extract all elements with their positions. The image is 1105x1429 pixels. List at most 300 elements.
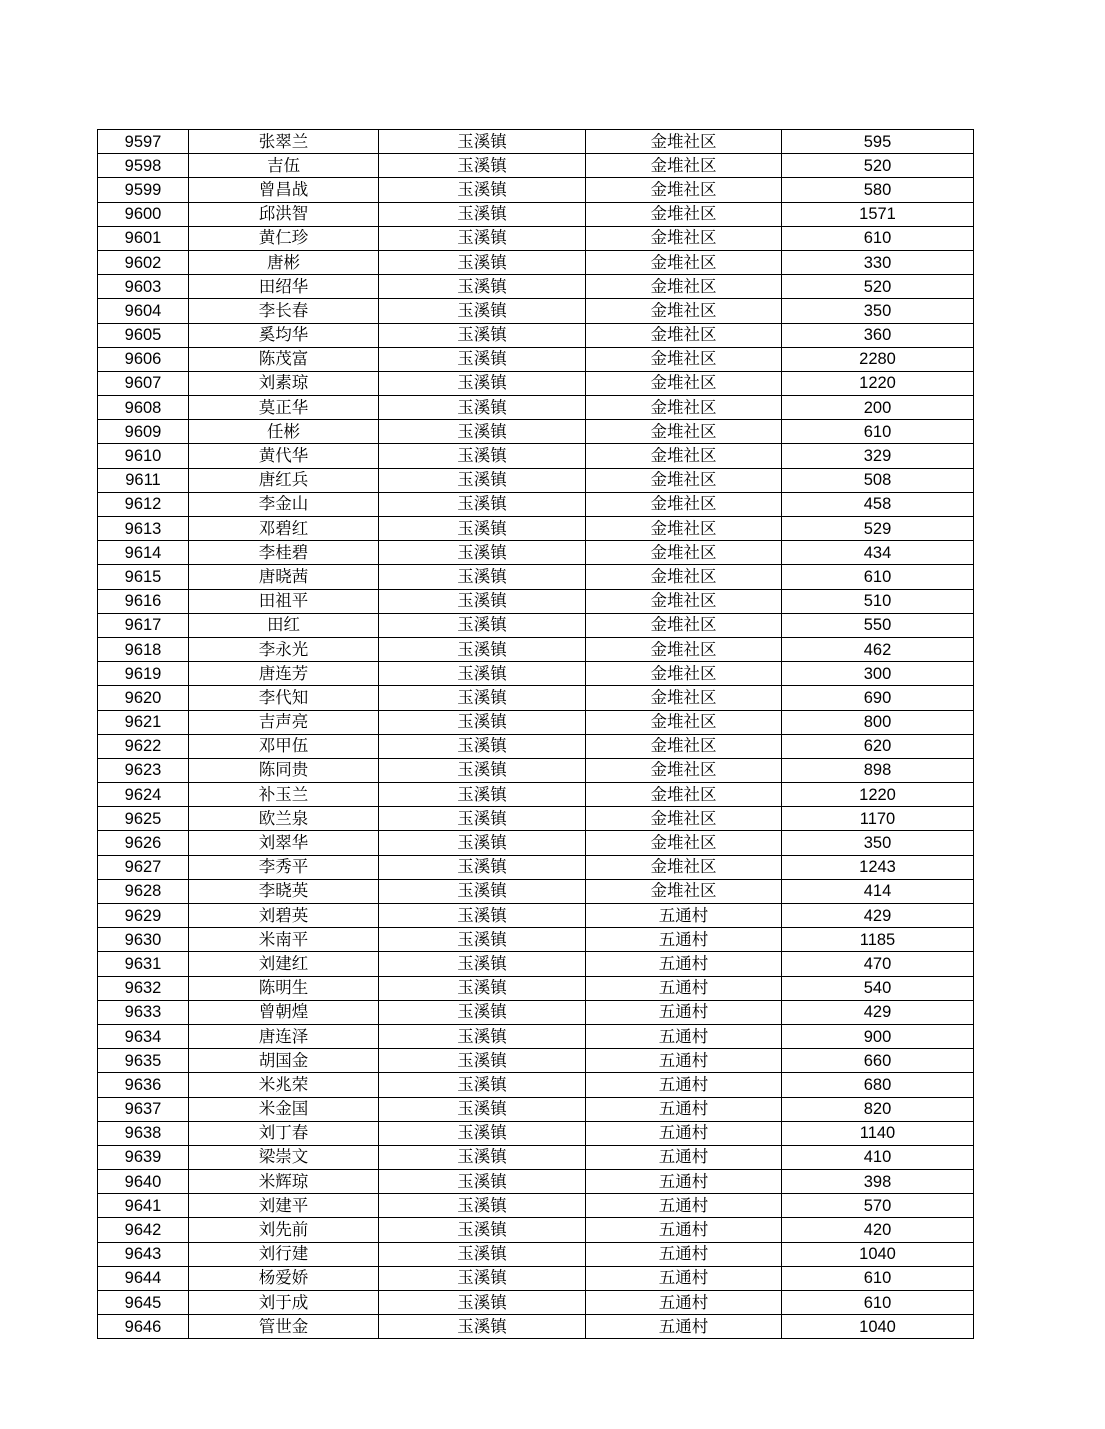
amount-cell: 350 — [782, 299, 974, 323]
town-cell: 玉溪镇 — [379, 928, 586, 952]
amount-cell: 529 — [782, 517, 974, 541]
town-cell: 玉溪镇 — [379, 734, 586, 758]
amount-cell: 660 — [782, 1049, 974, 1073]
table-row — [98, 1242, 974, 1266]
amount-cell: 595 — [782, 130, 974, 154]
row-number-cell: 9604 — [98, 299, 189, 323]
row-number-cell: 9645 — [98, 1291, 189, 1315]
village-cell: 五通村 — [586, 1097, 782, 1121]
name-cell: 梁崇文 — [189, 1145, 379, 1169]
row-number-cell: 9634 — [98, 1024, 189, 1048]
town-cell: 玉溪镇 — [379, 565, 586, 589]
town-cell: 玉溪镇 — [379, 275, 586, 299]
row-number-cell: 9626 — [98, 831, 189, 855]
village-cell: 金堆社区 — [586, 130, 782, 154]
name-cell: 胡国金 — [189, 1049, 379, 1073]
town-cell: 玉溪镇 — [379, 807, 586, 831]
village-cell: 五通村 — [586, 1266, 782, 1290]
amount-cell: 820 — [782, 1097, 974, 1121]
name-cell: 唐彬 — [189, 250, 379, 274]
row-number-cell: 9609 — [98, 420, 189, 444]
table-row — [98, 1194, 974, 1218]
amount-cell: 1040 — [782, 1315, 974, 1339]
town-cell: 玉溪镇 — [379, 1024, 586, 1048]
table-row — [98, 347, 974, 371]
amount-cell: 520 — [782, 275, 974, 299]
name-cell: 刘丁春 — [189, 1121, 379, 1145]
name-cell: 黄仁珍 — [189, 226, 379, 250]
row-number-cell: 9611 — [98, 468, 189, 492]
village-cell: 五通村 — [586, 1291, 782, 1315]
amount-cell: 550 — [782, 613, 974, 637]
village-cell: 五通村 — [586, 976, 782, 1000]
table-row — [98, 589, 974, 613]
village-cell: 五通村 — [586, 952, 782, 976]
row-number-cell: 9630 — [98, 928, 189, 952]
town-cell: 玉溪镇 — [379, 178, 586, 202]
town-cell: 玉溪镇 — [379, 952, 586, 976]
town-cell: 玉溪镇 — [379, 371, 586, 395]
village-cell: 金堆社区 — [586, 250, 782, 274]
village-cell: 五通村 — [586, 1218, 782, 1242]
name-cell: 莫正华 — [189, 396, 379, 420]
name-cell: 曾朝煌 — [189, 1000, 379, 1024]
row-number-cell: 9644 — [98, 1266, 189, 1290]
table-row — [98, 1266, 974, 1290]
town-cell: 玉溪镇 — [379, 1266, 586, 1290]
table-row — [98, 710, 974, 734]
town-cell: 玉溪镇 — [379, 517, 586, 541]
village-cell: 五通村 — [586, 1315, 782, 1339]
row-number-cell: 9617 — [98, 613, 189, 637]
name-cell: 刘行建 — [189, 1242, 379, 1266]
town-cell: 玉溪镇 — [379, 1145, 586, 1169]
amount-cell: 690 — [782, 686, 974, 710]
town-cell: 玉溪镇 — [379, 541, 586, 565]
name-cell: 田绍华 — [189, 275, 379, 299]
table-row — [98, 662, 974, 686]
name-cell: 田祖平 — [189, 589, 379, 613]
name-cell: 米金国 — [189, 1097, 379, 1121]
name-cell: 刘碧英 — [189, 904, 379, 928]
town-cell: 玉溪镇 — [379, 130, 586, 154]
amount-cell: 462 — [782, 637, 974, 661]
village-cell: 五通村 — [586, 904, 782, 928]
name-cell: 米南平 — [189, 928, 379, 952]
table-row — [98, 468, 974, 492]
row-number-cell: 9641 — [98, 1194, 189, 1218]
village-cell: 五通村 — [586, 1194, 782, 1218]
table-row — [98, 1073, 974, 1097]
table-row — [98, 299, 974, 323]
amount-cell: 1185 — [782, 928, 974, 952]
village-cell: 金堆社区 — [586, 299, 782, 323]
amount-cell: 1170 — [782, 807, 974, 831]
village-cell: 金堆社区 — [586, 396, 782, 420]
table-row — [98, 928, 974, 952]
table-row — [98, 783, 974, 807]
name-cell: 黄代华 — [189, 444, 379, 468]
amount-cell: 1040 — [782, 1242, 974, 1266]
amount-cell: 414 — [782, 879, 974, 903]
table-row — [98, 371, 974, 395]
town-cell: 玉溪镇 — [379, 589, 586, 613]
village-cell: 金堆社区 — [586, 492, 782, 516]
table-row — [98, 855, 974, 879]
row-number-cell: 9642 — [98, 1218, 189, 1242]
town-cell: 玉溪镇 — [379, 323, 586, 347]
row-number-cell: 9608 — [98, 396, 189, 420]
village-cell: 五通村 — [586, 1170, 782, 1194]
amount-cell: 1220 — [782, 783, 974, 807]
amount-cell: 200 — [782, 396, 974, 420]
row-number-cell: 9646 — [98, 1315, 189, 1339]
table-row — [98, 226, 974, 250]
table-row — [98, 637, 974, 661]
name-cell: 任彬 — [189, 420, 379, 444]
row-number-cell: 9615 — [98, 565, 189, 589]
amount-cell: 300 — [782, 662, 974, 686]
row-number-cell: 9628 — [98, 879, 189, 903]
name-cell: 唐晓茜 — [189, 565, 379, 589]
row-number-cell: 9598 — [98, 154, 189, 178]
table-row — [98, 492, 974, 516]
name-cell: 陈明生 — [189, 976, 379, 1000]
table-row — [98, 250, 974, 274]
name-cell: 刘翠华 — [189, 831, 379, 855]
table-row — [98, 1049, 974, 1073]
row-number-cell: 9624 — [98, 783, 189, 807]
town-cell: 玉溪镇 — [379, 1315, 586, 1339]
name-cell: 陈茂富 — [189, 347, 379, 371]
amount-cell: 620 — [782, 734, 974, 758]
town-cell: 玉溪镇 — [379, 879, 586, 903]
village-cell: 金堆社区 — [586, 323, 782, 347]
village-cell: 金堆社区 — [586, 444, 782, 468]
town-cell: 玉溪镇 — [379, 1073, 586, 1097]
name-cell: 刘建平 — [189, 1194, 379, 1218]
village-cell: 金堆社区 — [586, 783, 782, 807]
row-number-cell: 9622 — [98, 734, 189, 758]
village-cell: 金堆社区 — [586, 686, 782, 710]
amount-cell: 350 — [782, 831, 974, 855]
town-cell: 玉溪镇 — [379, 758, 586, 782]
name-cell: 李秀平 — [189, 855, 379, 879]
row-number-cell: 9616 — [98, 589, 189, 613]
amount-cell: 470 — [782, 952, 974, 976]
village-cell: 金堆社区 — [586, 807, 782, 831]
row-number-cell: 9619 — [98, 662, 189, 686]
amount-cell: 510 — [782, 589, 974, 613]
amount-cell: 680 — [782, 1073, 974, 1097]
name-cell: 李代知 — [189, 686, 379, 710]
village-cell: 金堆社区 — [586, 178, 782, 202]
table-row — [98, 734, 974, 758]
table-row — [98, 420, 974, 444]
town-cell: 玉溪镇 — [379, 637, 586, 661]
name-cell: 李永光 — [189, 637, 379, 661]
village-cell: 五通村 — [586, 1073, 782, 1097]
row-number-cell: 9602 — [98, 250, 189, 274]
table-row — [98, 396, 974, 420]
town-cell: 玉溪镇 — [379, 299, 586, 323]
name-cell: 米兆荣 — [189, 1073, 379, 1097]
row-number-cell: 9606 — [98, 347, 189, 371]
amount-cell: 610 — [782, 420, 974, 444]
row-number-cell: 9601 — [98, 226, 189, 250]
town-cell: 玉溪镇 — [379, 347, 586, 371]
village-cell: 金堆社区 — [586, 468, 782, 492]
village-cell: 五通村 — [586, 1000, 782, 1024]
town-cell: 玉溪镇 — [379, 396, 586, 420]
village-cell: 金堆社区 — [586, 734, 782, 758]
village-cell: 金堆社区 — [586, 589, 782, 613]
name-cell: 曾昌战 — [189, 178, 379, 202]
village-cell: 五通村 — [586, 1049, 782, 1073]
table-row — [98, 1121, 974, 1145]
town-cell: 玉溪镇 — [379, 154, 586, 178]
amount-cell: 580 — [782, 178, 974, 202]
name-cell: 李晓英 — [189, 879, 379, 903]
village-cell: 金堆社区 — [586, 541, 782, 565]
amount-cell: 898 — [782, 758, 974, 782]
village-cell: 五通村 — [586, 1242, 782, 1266]
row-number-cell: 9635 — [98, 1049, 189, 1073]
table-row — [98, 1315, 974, 1339]
town-cell: 玉溪镇 — [379, 420, 586, 444]
name-cell: 刘先前 — [189, 1218, 379, 1242]
amount-cell: 570 — [782, 1194, 974, 1218]
name-cell: 邓甲伍 — [189, 734, 379, 758]
amount-cell: 1140 — [782, 1121, 974, 1145]
amount-cell: 610 — [782, 565, 974, 589]
amount-cell: 610 — [782, 1291, 974, 1315]
amount-cell: 429 — [782, 904, 974, 928]
table-row — [98, 1145, 974, 1169]
name-cell: 米辉琼 — [189, 1170, 379, 1194]
row-number-cell: 9621 — [98, 710, 189, 734]
name-cell: 邓碧红 — [189, 517, 379, 541]
row-number-cell: 9625 — [98, 807, 189, 831]
name-cell: 田红 — [189, 613, 379, 637]
table-row — [98, 154, 974, 178]
village-cell: 金堆社区 — [586, 565, 782, 589]
amount-cell: 429 — [782, 1000, 974, 1024]
name-cell: 张翠兰 — [189, 130, 379, 154]
village-cell: 金堆社区 — [586, 758, 782, 782]
table-row — [98, 613, 974, 637]
amount-cell: 610 — [782, 226, 974, 250]
row-number-cell: 9603 — [98, 275, 189, 299]
name-cell: 唐连泽 — [189, 1024, 379, 1048]
row-number-cell: 9600 — [98, 202, 189, 226]
row-number-cell: 9612 — [98, 492, 189, 516]
town-cell: 玉溪镇 — [379, 250, 586, 274]
row-number-cell: 9599 — [98, 178, 189, 202]
table-row — [98, 444, 974, 468]
town-cell: 玉溪镇 — [379, 783, 586, 807]
amount-cell: 360 — [782, 323, 974, 347]
village-cell: 五通村 — [586, 1145, 782, 1169]
name-cell: 欧兰泉 — [189, 807, 379, 831]
amount-cell: 610 — [782, 1266, 974, 1290]
town-cell: 玉溪镇 — [379, 904, 586, 928]
amount-cell: 900 — [782, 1024, 974, 1048]
row-number-cell: 9640 — [98, 1170, 189, 1194]
town-cell: 玉溪镇 — [379, 662, 586, 686]
amount-cell: 520 — [782, 154, 974, 178]
village-cell: 金堆社区 — [586, 855, 782, 879]
table-row — [98, 541, 974, 565]
amount-cell: 329 — [782, 444, 974, 468]
village-cell: 金堆社区 — [586, 879, 782, 903]
name-cell: 吉声亮 — [189, 710, 379, 734]
amount-cell: 398 — [782, 1170, 974, 1194]
village-cell: 金堆社区 — [586, 202, 782, 226]
amount-cell: 508 — [782, 468, 974, 492]
table-row — [98, 831, 974, 855]
amount-cell: 1220 — [782, 371, 974, 395]
table-row — [98, 1024, 974, 1048]
table-row — [98, 686, 974, 710]
data-table — [97, 129, 974, 1339]
table-row — [98, 565, 974, 589]
village-cell: 金堆社区 — [586, 613, 782, 637]
table-row — [98, 517, 974, 541]
town-cell: 玉溪镇 — [379, 686, 586, 710]
name-cell: 吉伍 — [189, 154, 379, 178]
row-number-cell: 9638 — [98, 1121, 189, 1145]
row-number-cell: 9631 — [98, 952, 189, 976]
town-cell: 玉溪镇 — [379, 1194, 586, 1218]
table-body — [98, 130, 974, 1339]
row-number-cell: 9637 — [98, 1097, 189, 1121]
amount-cell: 1243 — [782, 855, 974, 879]
table-row — [98, 976, 974, 1000]
row-number-cell: 9597 — [98, 130, 189, 154]
name-cell: 管世金 — [189, 1315, 379, 1339]
town-cell: 玉溪镇 — [379, 1242, 586, 1266]
row-number-cell: 9623 — [98, 758, 189, 782]
amount-cell: 330 — [782, 250, 974, 274]
name-cell: 奚均华 — [189, 323, 379, 347]
village-cell: 五通村 — [586, 1121, 782, 1145]
town-cell: 玉溪镇 — [379, 976, 586, 1000]
village-cell: 金堆社区 — [586, 371, 782, 395]
town-cell: 玉溪镇 — [379, 1170, 586, 1194]
table-row — [98, 807, 974, 831]
town-cell: 玉溪镇 — [379, 1291, 586, 1315]
row-number-cell: 9629 — [98, 904, 189, 928]
village-cell: 金堆社区 — [586, 420, 782, 444]
table-row — [98, 275, 974, 299]
name-cell: 陈同贵 — [189, 758, 379, 782]
row-number-cell: 9643 — [98, 1242, 189, 1266]
amount-cell: 540 — [782, 976, 974, 1000]
village-cell: 金堆社区 — [586, 637, 782, 661]
table-row — [98, 904, 974, 928]
name-cell: 刘素琼 — [189, 371, 379, 395]
village-cell: 五通村 — [586, 928, 782, 952]
village-cell: 金堆社区 — [586, 710, 782, 734]
amount-cell: 1571 — [782, 202, 974, 226]
table-row — [98, 758, 974, 782]
town-cell: 玉溪镇 — [379, 1121, 586, 1145]
name-cell: 李长春 — [189, 299, 379, 323]
town-cell: 玉溪镇 — [379, 468, 586, 492]
name-cell: 补玉兰 — [189, 783, 379, 807]
amount-cell: 2280 — [782, 347, 974, 371]
village-cell: 金堆社区 — [586, 347, 782, 371]
row-number-cell: 9607 — [98, 371, 189, 395]
town-cell: 玉溪镇 — [379, 202, 586, 226]
village-cell: 金堆社区 — [586, 226, 782, 250]
table-row — [98, 130, 974, 154]
amount-cell: 434 — [782, 541, 974, 565]
row-number-cell: 9633 — [98, 1000, 189, 1024]
name-cell: 李桂碧 — [189, 541, 379, 565]
village-cell: 五通村 — [586, 1024, 782, 1048]
row-number-cell: 9613 — [98, 517, 189, 541]
town-cell: 玉溪镇 — [379, 444, 586, 468]
row-number-cell: 9636 — [98, 1073, 189, 1097]
town-cell: 玉溪镇 — [379, 1218, 586, 1242]
town-cell: 玉溪镇 — [379, 492, 586, 516]
amount-cell: 420 — [782, 1218, 974, 1242]
name-cell: 李金山 — [189, 492, 379, 516]
village-cell: 金堆社区 — [586, 154, 782, 178]
table-row — [98, 1170, 974, 1194]
row-number-cell: 9620 — [98, 686, 189, 710]
row-number-cell: 9632 — [98, 976, 189, 1000]
amount-cell: 800 — [782, 710, 974, 734]
table-row — [98, 202, 974, 226]
village-cell: 金堆社区 — [586, 275, 782, 299]
name-cell: 邱洪智 — [189, 202, 379, 226]
table-row — [98, 323, 974, 347]
town-cell: 玉溪镇 — [379, 855, 586, 879]
table-row — [98, 1291, 974, 1315]
town-cell: 玉溪镇 — [379, 831, 586, 855]
town-cell: 玉溪镇 — [379, 226, 586, 250]
row-number-cell: 9614 — [98, 541, 189, 565]
row-number-cell: 9610 — [98, 444, 189, 468]
name-cell: 刘建红 — [189, 952, 379, 976]
row-number-cell: 9618 — [98, 637, 189, 661]
table-row — [98, 879, 974, 903]
table-row — [98, 1097, 974, 1121]
name-cell: 杨爱娇 — [189, 1266, 379, 1290]
town-cell: 玉溪镇 — [379, 613, 586, 637]
town-cell: 玉溪镇 — [379, 1049, 586, 1073]
town-cell: 玉溪镇 — [379, 1000, 586, 1024]
name-cell: 唐红兵 — [189, 468, 379, 492]
village-cell: 金堆社区 — [586, 831, 782, 855]
table-row — [98, 952, 974, 976]
name-cell: 唐连芳 — [189, 662, 379, 686]
amount-cell: 410 — [782, 1145, 974, 1169]
row-number-cell: 9605 — [98, 323, 189, 347]
village-cell: 金堆社区 — [586, 517, 782, 541]
table-row — [98, 1000, 974, 1024]
row-number-cell: 9627 — [98, 855, 189, 879]
town-cell: 玉溪镇 — [379, 710, 586, 734]
row-number-cell: 9639 — [98, 1145, 189, 1169]
table-row — [98, 178, 974, 202]
name-cell: 刘于成 — [189, 1291, 379, 1315]
village-cell: 金堆社区 — [586, 662, 782, 686]
amount-cell: 458 — [782, 492, 974, 516]
